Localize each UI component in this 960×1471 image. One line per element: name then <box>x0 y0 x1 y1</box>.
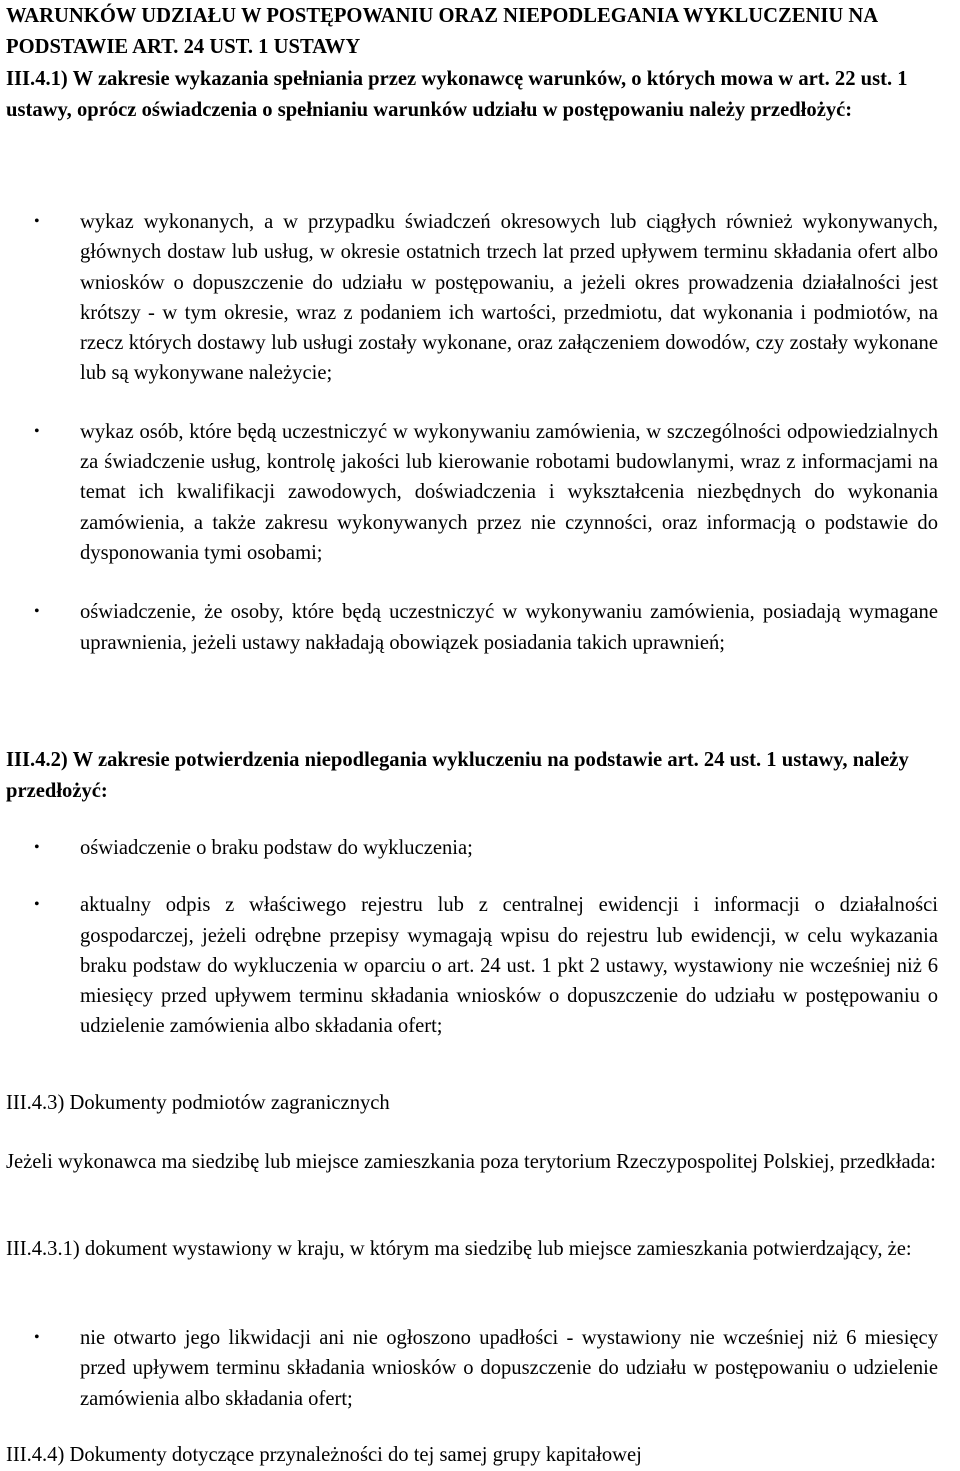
list-item <box>6 597 938 658</box>
list-item <box>6 890 938 1040</box>
section-2-heading: III.4.2) W zakresie potwierdzenia niepodlegania wykluczeniu na podstawie art. 24 ust. 1 ustawy, należy przedłożyć: <box>6 749 909 802</box>
bullet-icon: • <box>34 603 40 621</box>
list-item-text: aktualny odpis z właściwego rejestru lub z centralnej ewidencji i informacji o działalności gospodarczej, jeżeli odrębne przepisy wymagają wpisu do rejestru lub ewidencji, w celu wykazania braku podstaw do wykluczenia w oparciu o art. 24 ust. 1 pkt 2 ustawy, wystawiony nie wcześniej niż 6 miesięcy przed upływem terminu składania wniosków o dopuszczenie do udziału w postępowaniu o udzielenie zamówienia albo składania ofert; <box>80 894 938 1037</box>
bullet-icon: • <box>34 422 40 440</box>
bullet-icon: • <box>34 1329 40 1346</box>
list-item-text: oświadczenie, że osoby, które będą uczestniczyć w wykonywaniu zamówienia, posiadają wymagane uprawnienia, jeżeli ustawy nakładają obowiązek posiadania takich uprawnień; <box>80 601 938 654</box>
list-item-text: oświadczenie o braku podstaw do wykluczenia; <box>80 837 473 859</box>
section-4-heading: III.4.4) Dokumenty dotyczące przynależności do tej samej grupy kapitałowej <box>6 1444 642 1466</box>
section-2-list <box>6 833 938 1041</box>
list-item <box>6 417 938 568</box>
section-1-heading: III.4.1) W zakresie wykazania spełniania przez wykonawcę warunków, o których mowa w art. 22 ust. 1 ustawy, oprócz oświadczenia o spełnianiu warunków udziału w postępowaniu należy przedłożyć: <box>6 68 908 121</box>
list-item <box>6 833 938 863</box>
list-item <box>6 1323 938 1414</box>
list-item-text: nie otwarto jego likwidacji ani nie ogłoszono upadłości - wystawiony nie wcześniej niż 6 miesięcy przed upływem terminu składania wniosków o dopuszczenie do udziału w postępowaniu o udzielenie zamówienia albo składania ofert; <box>80 1327 938 1410</box>
document-title: WARUNKÓW UDZIAŁU W POSTĘPOWANIU ORAZ NIEPODLEGANIA WYKLUCZENIU NA PODSTAWIE ART. 24 UST. 1 USTAWY <box>6 5 877 58</box>
bullet-icon: • <box>34 839 40 856</box>
bullet-icon: • <box>34 213 40 230</box>
section-3-sub-heading: III.4.3.1) dokument wystawiony w kraju, w którym ma siedzibę lub miejsce zamieszkania potwierdzający, że: <box>6 1238 912 1260</box>
section-1-list <box>6 207 938 658</box>
list-item-text: wykaz osób, które będą uczestniczyć w wykonywaniu zamówienia, w szczególności odpowiedzialnych za świadczenie usług, kontrolę jakości lub kierowanie robotami budowlanymi, wraz z informacjami na temat ich kwalifikacji zawodowych, doświadczenia i wykształcenia niezbędnych do wykonania zamówienia, a także zakresu wykonywanych przez nie czynności, oraz informacją o podstawie do dysponowania tymi osobami; <box>80 420 938 564</box>
list-item <box>6 207 938 389</box>
section-3-intro: Jeżeli wykonawca ma siedzibę lub miejsce zamieszkania poza terytorium Rzeczypospolitej Polskiej, przedkłada: <box>6 1151 936 1173</box>
list-item-text: wykaz wykonanych, a w przypadku świadczeń okresowych lub ciągłych również wykonywanych, głównych dostaw lub usług, w okresie ostatnich trzech lat przed upływem terminu składania ofert albo wniosków o dopuszczenie do udziału w postępowaniu, a jeżeli okres prowadzenia działalności jest krótszy - w tym okresie, wraz z podaniem ich wartości, przedmiotu, dat wykonania i podmiotów, na rzecz których dostawy lub usługi zostały wykonane, oraz załączeniem dowodów, czy zostały wykonane lub są wykonywane należycie; <box>80 211 938 385</box>
bullet-icon: • <box>34 896 40 914</box>
section-3-list <box>6 1323 938 1414</box>
section-3-heading: III.4.3) Dokumenty podmiotów zagranicznych <box>6 1092 390 1114</box>
